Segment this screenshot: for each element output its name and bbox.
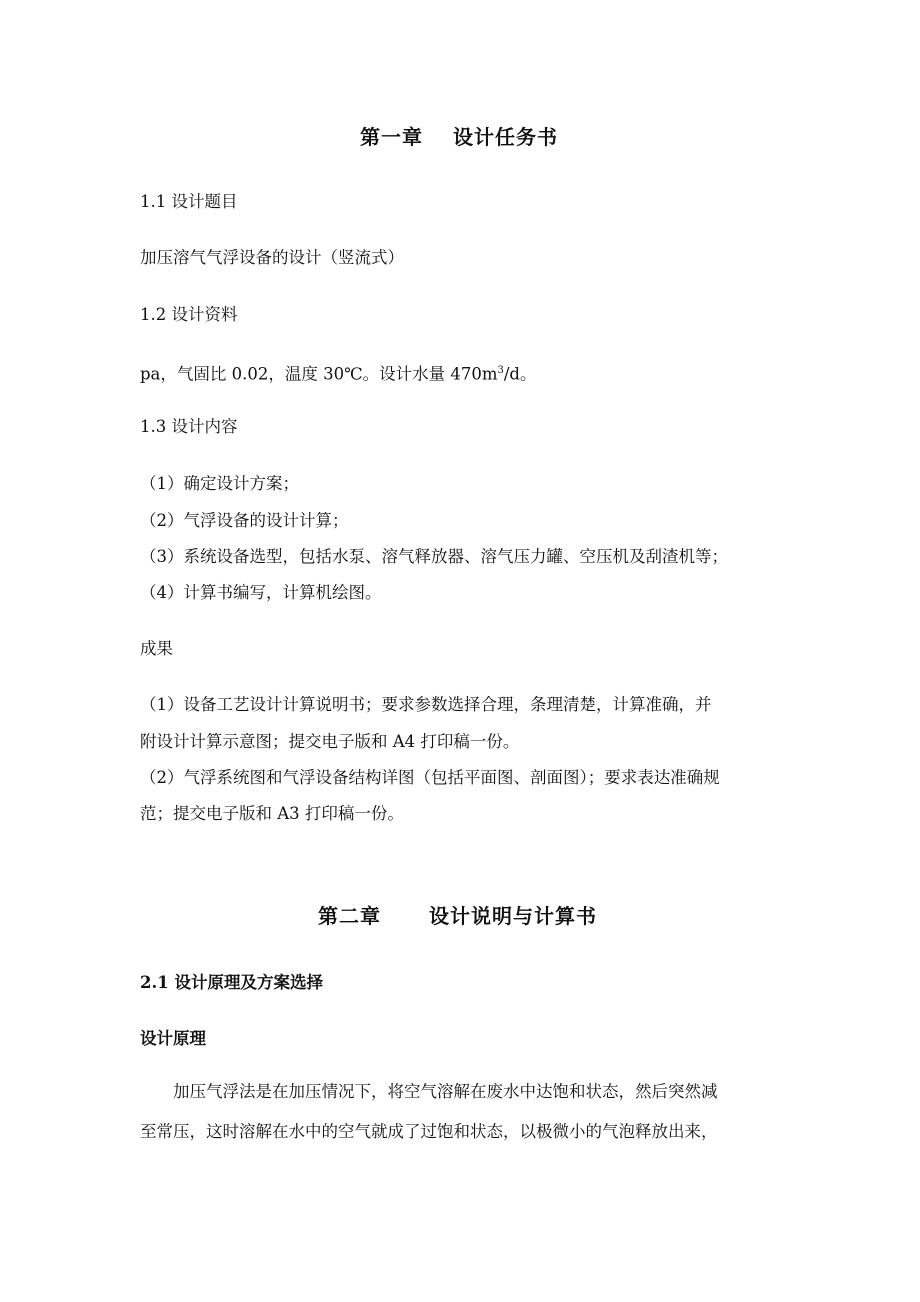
design-data-text: pa，气固比 0.02，温度 30℃。设计水量 470m xyxy=(140,364,498,384)
section-2-1-heading: 2.1 设计原理及方案选择 xyxy=(140,973,323,992)
content-item-1: （1）确定设计方案； xyxy=(140,474,299,493)
principle-paragraph-line-1: 加压气浮法是在加压情况下，将空气溶解在废水中达饱和状态，然后突然减 xyxy=(173,1082,718,1101)
chapter-2-title: 设计说明与计算书 xyxy=(429,904,597,928)
section-1-1-text: 加压溶气气浮设备的设计（竖流式） xyxy=(140,248,404,267)
chapter-1-title: 设计任务书 xyxy=(453,125,558,149)
chapter-1-heading xyxy=(360,126,558,148)
content-item-3: （3）系统设备选型，包括水泵、溶气释放器、溶气压力罐、空压机及刮渣机等； xyxy=(140,547,728,566)
result-item-2-line-2: 范；提交电子版和 A3 打印稿一份。 xyxy=(140,804,404,823)
results-heading: 成果 xyxy=(140,639,173,658)
design-principle-subheading: 设计原理 xyxy=(140,1029,206,1048)
content-item-2: （2）气浮设备的设计计算； xyxy=(140,511,349,530)
unit-superscript: 3 xyxy=(497,365,504,376)
chapter-1-number: 第一章 xyxy=(360,125,423,149)
section-1-2-text xyxy=(140,360,536,386)
chapter-2-heading xyxy=(318,905,597,927)
principle-paragraph-line-2: 至常压，这时溶解在水中的空气就成了过饱和状态，以极微小的气泡释放出来， xyxy=(140,1122,718,1141)
result-item-1-line-2: 附设计计算示意图；提交电子版和 A4 打印稿一份。 xyxy=(140,732,520,751)
design-data-unit: /d。 xyxy=(503,364,537,384)
chapter-2-number: 第二章 xyxy=(318,904,381,928)
section-1-1-heading: 1.1 设计题目 xyxy=(140,192,238,211)
result-item-1-line-1: （1）设备工艺设计计算说明书；要求参数选择合理，条理清楚，计算准确，并 xyxy=(140,695,712,714)
section-1-2-heading: 1.2 设计资料 xyxy=(140,305,238,324)
result-item-2-line-1: （2）气浮系统图和气浮设备结构详图（包括平面图、剖面图）；要求表达准确规 xyxy=(140,768,720,787)
section-1-3-heading: 1.3 设计内容 xyxy=(140,417,238,436)
content-item-4: （4）计算书编写，计算机绘图。 xyxy=(140,583,382,602)
